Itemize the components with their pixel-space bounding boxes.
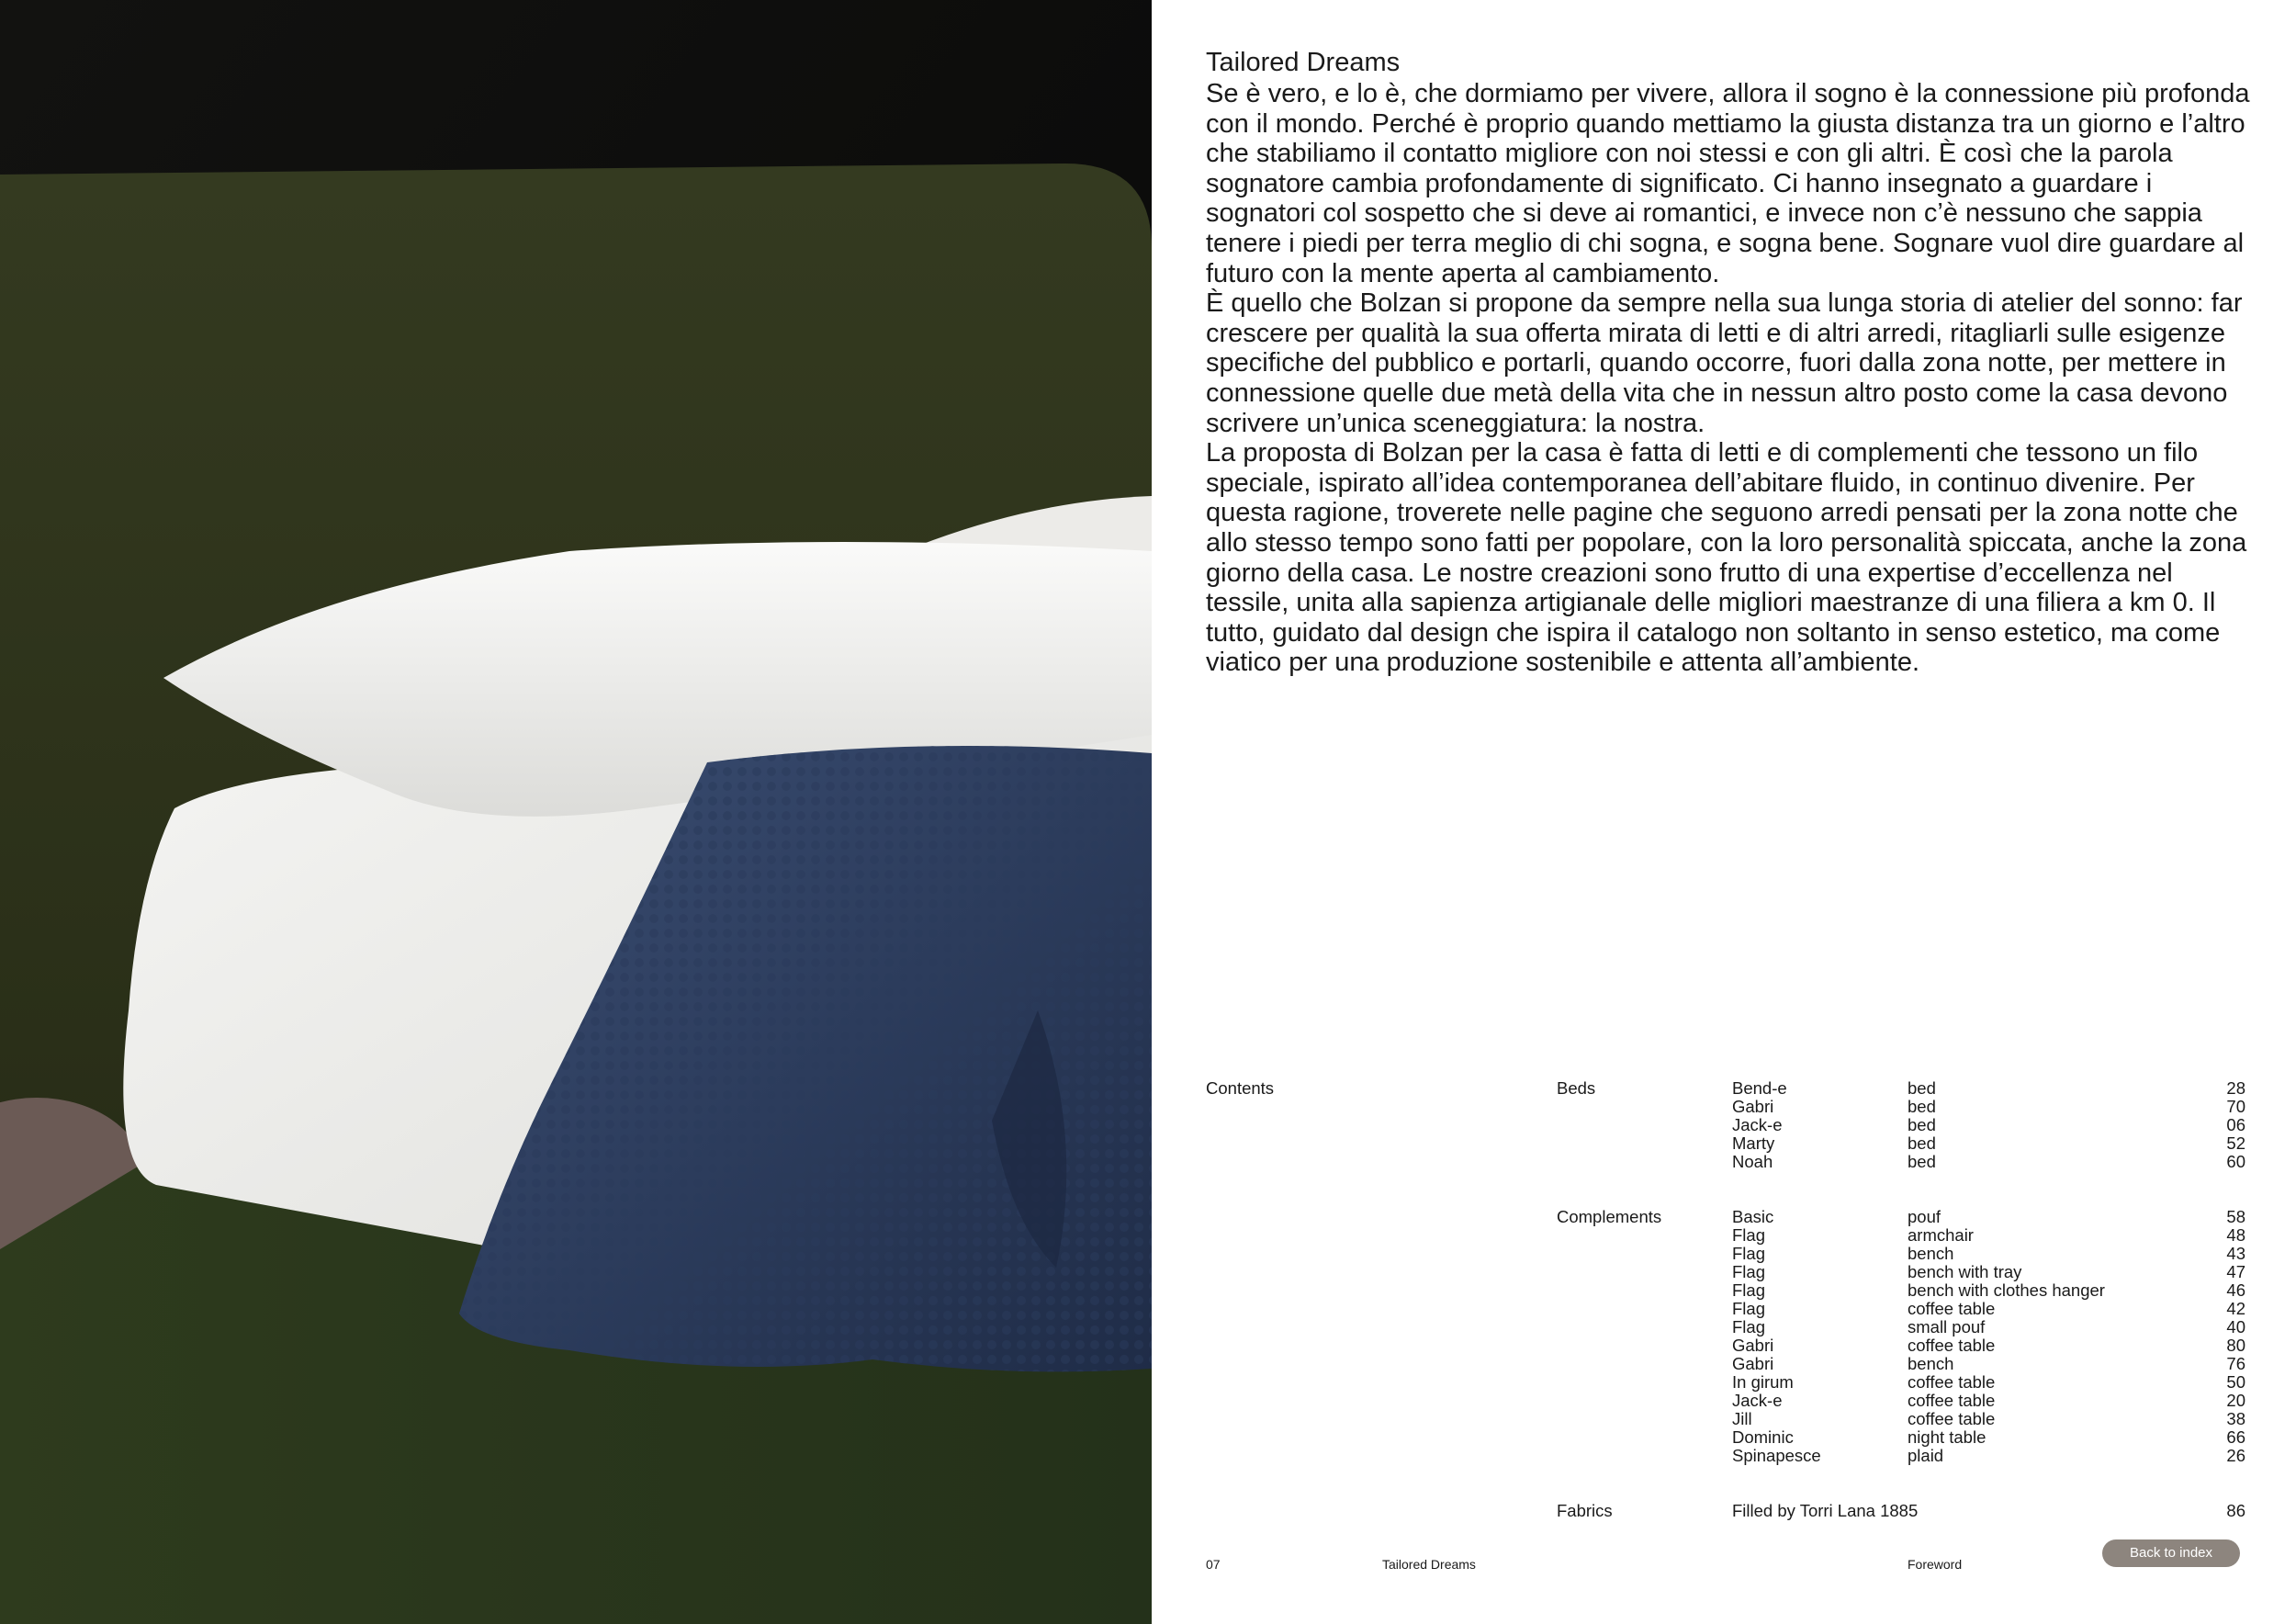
section-label: Beds — [1557, 1078, 1596, 1098]
contents-row[interactable] — [1206, 1318, 2245, 1336]
item-type: coffee table — [1908, 1391, 1996, 1410]
item-page: 28 — [2226, 1078, 2245, 1098]
footer-chapter: Foreword — [1908, 1557, 1963, 1572]
item-page: 86 — [2226, 1501, 2245, 1520]
contents-heading: Contents — [1206, 1078, 1275, 1098]
item-type: plaid — [1908, 1446, 1944, 1465]
item-name: Filled by Torri Lana 1885 — [1732, 1501, 1919, 1520]
item-name: Flag — [1732, 1244, 1765, 1263]
item-page: 70 — [2226, 1097, 2245, 1116]
footer-section-title: Tailored Dreams — [1382, 1557, 1476, 1572]
item-page: 58 — [2226, 1207, 2245, 1226]
item-page: 80 — [2226, 1336, 2245, 1355]
contents-row[interactable] — [1206, 1263, 2245, 1281]
item-type: coffee table — [1908, 1372, 1996, 1392]
item-name: Bend-e — [1732, 1078, 1787, 1098]
contents-row[interactable] — [1206, 1428, 2245, 1447]
contents-row[interactable] — [1206, 1226, 2245, 1245]
item-page: 20 — [2226, 1391, 2245, 1410]
item-type: bench — [1908, 1354, 1954, 1373]
item-type: small pouf — [1908, 1317, 1986, 1336]
item-name: Flag — [1732, 1262, 1765, 1281]
item-name: In girum — [1732, 1372, 1794, 1392]
section-label: Fabrics — [1557, 1501, 1613, 1520]
contents-row[interactable] — [1206, 1098, 2245, 1116]
item-page: 48 — [2226, 1225, 2245, 1245]
item-name: Gabri — [1732, 1354, 1774, 1373]
item-page: 47 — [2226, 1262, 2245, 1281]
item-name: Flag — [1732, 1299, 1765, 1318]
contents-row[interactable] — [1206, 1373, 2245, 1392]
item-type: bench with tray — [1908, 1262, 2022, 1281]
article-paragraph: Se è vero, e lo è, che dormiamo per vivere, allora il sogno è la connessione più profonda con il mondo. Perché è proprio quando mettiamo la giusta distanza tra un giorno e l’altro che stabiliamo il contatto migliore con noi stessi e con gli altri. È così che la parola sognatore cambia profondamente di significato. Ci hanno insegnato a guardare i sognatori col sospetto che si deve ai romantici, e invece non c’è nessuno che sappia tenere i piedi per terra meglio di chi sogna, e sogna bene. Sognare vuol dire guardare al futuro con la mente aperta al cambiamento. — [1206, 79, 2250, 288]
item-page: 76 — [2226, 1354, 2245, 1373]
item-name: Marty — [1732, 1133, 1775, 1153]
article-body — [1206, 79, 2262, 678]
item-page: 46 — [2226, 1280, 2245, 1300]
article-paragraph: È quello che Bolzan si propone da sempre nella sua lunga storia di atelier del sonno: far crescere per qualità la sua offerta mirata di letti e di altri arredi, ritagliarli sulle esigenze specifiche del pubblico e portarli, quando occorre, fuori dalla zona notte, per mettere in connessione quelle due metà della vita che in nessun altro posto come la casa devono scrivere un’unica sceneggiatura: la nostra. — [1206, 288, 2243, 438]
item-type: bed — [1908, 1097, 1936, 1116]
item-page: 50 — [2226, 1372, 2245, 1392]
item-page: 38 — [2226, 1409, 2245, 1428]
item-type: coffee table — [1908, 1299, 1996, 1318]
item-page: 06 — [2226, 1115, 2245, 1134]
item-page: 66 — [2226, 1427, 2245, 1447]
contents-row[interactable] — [1206, 1392, 2245, 1410]
page-number: 07 — [1206, 1557, 1221, 1572]
item-type: coffee table — [1908, 1409, 1996, 1428]
item-name: Flag — [1732, 1280, 1765, 1300]
article-title: Tailored Dreams — [1206, 48, 1401, 77]
page-footer — [1206, 1557, 2245, 1581]
item-name: Jack-e — [1732, 1391, 1783, 1410]
contents-row[interactable] — [1206, 1502, 2245, 1520]
contents-row[interactable] — [1206, 1116, 2245, 1134]
contents-row[interactable] — [1206, 1208, 2245, 1226]
item-type: night table — [1908, 1427, 1986, 1447]
item-type: bed — [1908, 1078, 1936, 1098]
contents-section-fabrics — [1206, 1502, 2245, 1520]
item-name: Jill — [1732, 1409, 1752, 1428]
item-name: Gabri — [1732, 1336, 1774, 1355]
item-name: Noah — [1732, 1152, 1773, 1171]
contents-row[interactable] — [1206, 1281, 2245, 1300]
item-type: armchair — [1908, 1225, 1974, 1245]
item-name: Flag — [1732, 1225, 1765, 1245]
item-page: 26 — [2226, 1446, 2245, 1465]
item-type: bed — [1908, 1115, 1936, 1134]
contents-row[interactable] — [1206, 1153, 2245, 1171]
contents-row[interactable] — [1206, 1079, 2245, 1098]
section-label: Complements — [1557, 1207, 1662, 1226]
item-name: Jack-e — [1732, 1115, 1783, 1134]
item-name: Dominic — [1732, 1427, 1794, 1447]
item-type: bench with clothes hanger — [1908, 1280, 2105, 1300]
contents-row[interactable] — [1206, 1410, 2245, 1428]
item-type: coffee table — [1908, 1336, 1996, 1355]
back-to-index-button[interactable]: Back to index — [2102, 1539, 2240, 1567]
item-page: 43 — [2226, 1244, 2245, 1263]
item-name: Gabri — [1732, 1097, 1774, 1116]
article-paragraph: La proposta di Bolzan per la casa è fatta di letti e di complementi che tessono un filo speciale, ispirato all’idea contemporanea dell’abitare fluido, in continuo divenire. Per questa ragione, troverete nelle pagine che seguono arredi pensati per la zona notte che allo stesso tempo sono fatti per popolare, con la loro personalità spiccata, anche la zona giorno della casa. Le nostre creazioni sono frutto di una expertise d’eccellenza nel tessile, unita alla sapienza artigianale delle migliori maestranze di una filiera a km 0. Il tutto, guidato dal design che ispira il catalogo non soltanto in senso estetico, ma come viatico per una produzione sostenibile e attenta all’ambiente. — [1206, 438, 2247, 678]
contents-section-complements — [1206, 1208, 2245, 1465]
item-page: 60 — [2226, 1152, 2245, 1171]
item-type: pouf — [1908, 1207, 1941, 1226]
item-type: bed — [1908, 1133, 1936, 1153]
contents-row[interactable] — [1206, 1355, 2245, 1373]
contents-row[interactable] — [1206, 1134, 2245, 1153]
item-name: Basic — [1732, 1207, 1774, 1226]
item-page: 52 — [2226, 1133, 2245, 1153]
item-page: 40 — [2226, 1317, 2245, 1336]
item-page: 42 — [2226, 1299, 2245, 1318]
item-name: Flag — [1732, 1317, 1765, 1336]
contents-section-beds — [1206, 1079, 2245, 1171]
item-type: bed — [1908, 1152, 1936, 1171]
item-type: bench — [1908, 1244, 1954, 1263]
contents-row[interactable] — [1206, 1300, 2245, 1318]
contents-row[interactable] — [1206, 1447, 2245, 1465]
item-name: Spinapesce — [1732, 1446, 1821, 1465]
contents-row[interactable] — [1206, 1336, 2245, 1355]
contents-row[interactable] — [1206, 1245, 2245, 1263]
